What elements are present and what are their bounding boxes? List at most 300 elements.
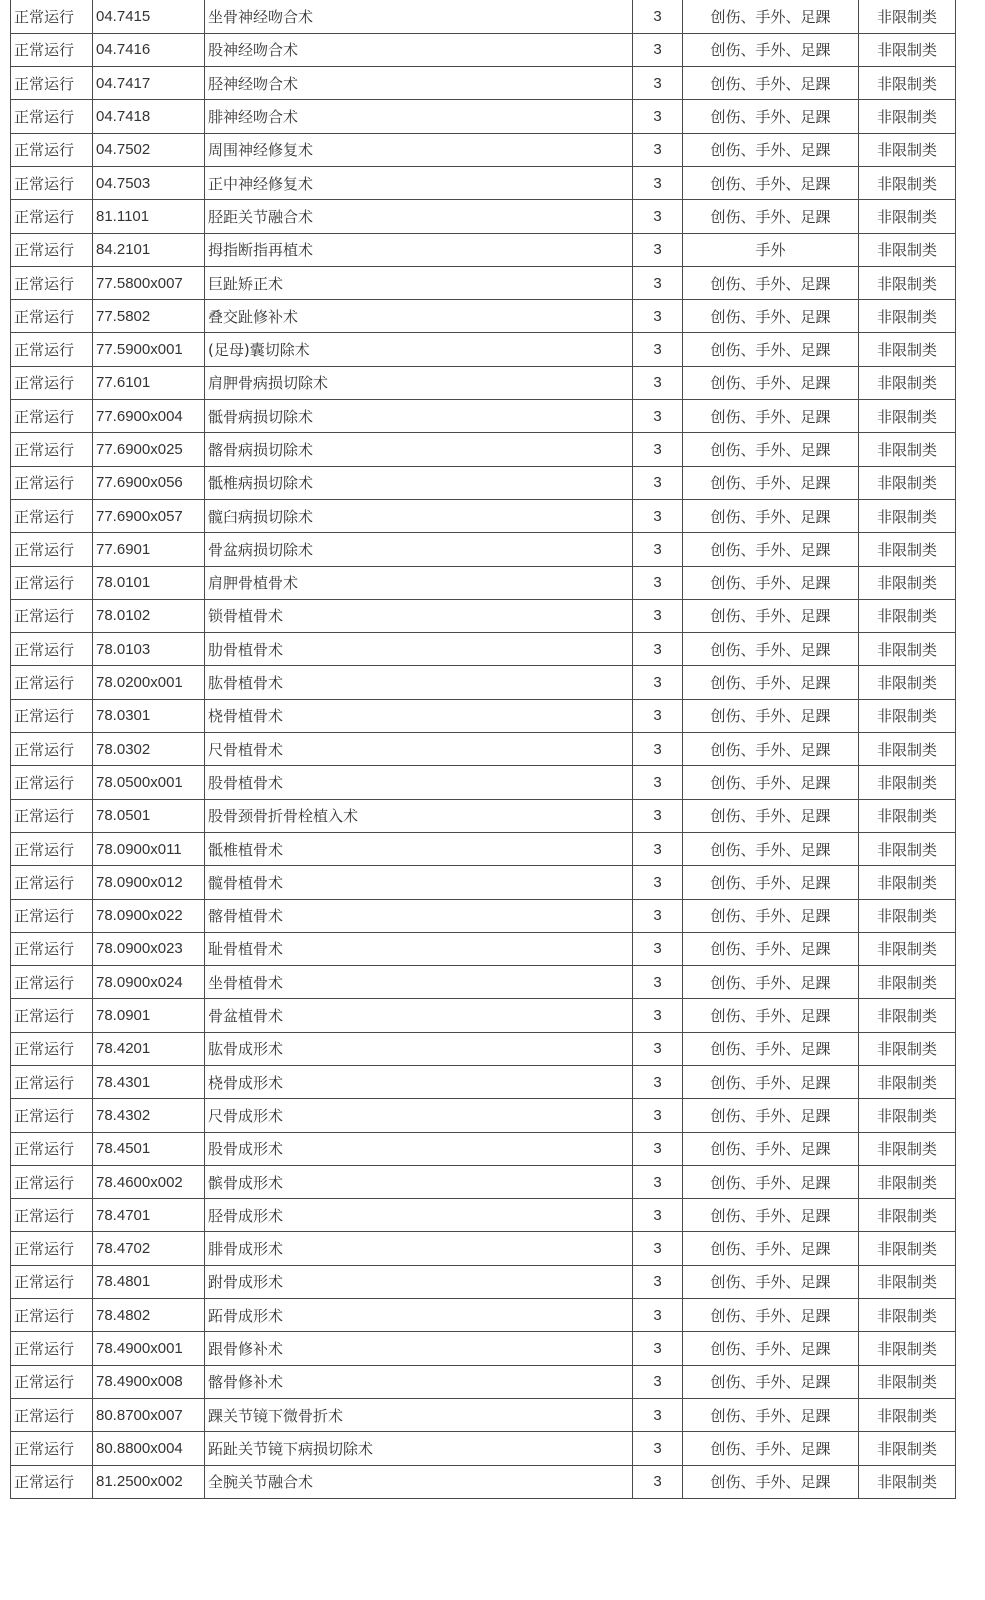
table-row bbox=[11, 666, 956, 699]
procedure-name-cell: 骨盆植骨术 bbox=[205, 999, 633, 1032]
table-row bbox=[11, 633, 956, 666]
category-cell: 非限制类 bbox=[859, 1465, 956, 1498]
specialty-cell: 创伤、手外、足踝 bbox=[683, 433, 859, 466]
table-row bbox=[11, 200, 956, 233]
grade-cell: 3 bbox=[633, 533, 683, 566]
specialty-cell: 创伤、手外、足踝 bbox=[683, 366, 859, 399]
grade-cell: 3 bbox=[633, 366, 683, 399]
specialty-cell: 创伤、手外、足踝 bbox=[683, 266, 859, 299]
category-cell: 非限制类 bbox=[859, 67, 956, 100]
table-row bbox=[11, 300, 956, 333]
grade-cell: 3 bbox=[633, 999, 683, 1032]
table-row bbox=[11, 1132, 956, 1165]
table-row bbox=[11, 67, 956, 100]
status-cell: 正常运行 bbox=[11, 966, 93, 999]
code-cell: 78.4701 bbox=[93, 1199, 205, 1232]
grade-cell: 3 bbox=[633, 466, 683, 499]
status-cell: 正常运行 bbox=[11, 1265, 93, 1298]
category-cell: 非限制类 bbox=[859, 1132, 956, 1165]
specialty-cell: 创伤、手外、足踝 bbox=[683, 1432, 859, 1465]
table-row bbox=[11, 433, 956, 466]
category-cell: 非限制类 bbox=[859, 166, 956, 199]
status-cell: 正常运行 bbox=[11, 866, 93, 899]
table-row bbox=[11, 599, 956, 632]
specialty-cell: 创伤、手外、足踝 bbox=[683, 1032, 859, 1065]
specialty-cell: 手外 bbox=[683, 233, 859, 266]
status-cell: 正常运行 bbox=[11, 1199, 93, 1232]
category-cell: 非限制类 bbox=[859, 433, 956, 466]
status-cell: 正常运行 bbox=[11, 999, 93, 1032]
code-cell: 77.5800x007 bbox=[93, 266, 205, 299]
grade-cell: 3 bbox=[633, 566, 683, 599]
category-cell: 非限制类 bbox=[859, 1099, 956, 1132]
procedure-name-cell: 巨趾矫正术 bbox=[205, 266, 633, 299]
table-row bbox=[11, 100, 956, 133]
procedure-name-cell: 髂骨修补术 bbox=[205, 1365, 633, 1398]
code-cell: 78.4301 bbox=[93, 1066, 205, 1099]
grade-cell: 3 bbox=[633, 33, 683, 66]
procedure-name-cell: 桡骨植骨术 bbox=[205, 699, 633, 732]
procedure-name-cell: 肩胛骨植骨术 bbox=[205, 566, 633, 599]
procedure-name-cell: 坐骨植骨术 bbox=[205, 966, 633, 999]
status-cell: 正常运行 bbox=[11, 1365, 93, 1398]
table-row bbox=[11, 233, 956, 266]
status-cell: 正常运行 bbox=[11, 400, 93, 433]
table-row bbox=[11, 1165, 956, 1198]
category-cell: 非限制类 bbox=[859, 1066, 956, 1099]
table-row bbox=[11, 333, 956, 366]
procedure-name-cell: 股骨颈骨折骨栓植入术 bbox=[205, 799, 633, 832]
table-row bbox=[11, 266, 956, 299]
specialty-cell: 创伤、手外、足踝 bbox=[683, 899, 859, 932]
category-cell: 非限制类 bbox=[859, 300, 956, 333]
category-cell: 非限制类 bbox=[859, 999, 956, 1032]
status-cell: 正常运行 bbox=[11, 1299, 93, 1332]
specialty-cell: 创伤、手外、足踝 bbox=[683, 999, 859, 1032]
procedure-name-cell: 肩胛骨病损切除术 bbox=[205, 366, 633, 399]
specialty-cell: 创伤、手外、足踝 bbox=[683, 1465, 859, 1498]
status-cell: 正常运行 bbox=[11, 67, 93, 100]
status-cell: 正常运行 bbox=[11, 1465, 93, 1498]
code-cell: 77.6901 bbox=[93, 533, 205, 566]
procedure-name-cell: 髂骨病损切除术 bbox=[205, 433, 633, 466]
code-cell: 78.0901 bbox=[93, 999, 205, 1032]
category-cell: 非限制类 bbox=[859, 866, 956, 899]
procedure-name-cell: 髋骨植骨术 bbox=[205, 866, 633, 899]
table-row bbox=[11, 1299, 956, 1332]
specialty-cell: 创伤、手外、足踝 bbox=[683, 633, 859, 666]
grade-cell: 3 bbox=[633, 866, 683, 899]
specialty-cell: 创伤、手外、足踝 bbox=[683, 1132, 859, 1165]
grade-cell: 3 bbox=[633, 1099, 683, 1132]
specialty-cell: 创伤、手外、足踝 bbox=[683, 133, 859, 166]
code-cell: 78.0900x022 bbox=[93, 899, 205, 932]
procedure-name-cell: 股骨植骨术 bbox=[205, 766, 633, 799]
code-cell: 78.4501 bbox=[93, 1132, 205, 1165]
procedure-table bbox=[10, 0, 956, 1499]
status-cell: 正常运行 bbox=[11, 333, 93, 366]
table-row bbox=[11, 966, 956, 999]
specialty-cell: 创伤、手外、足踝 bbox=[683, 333, 859, 366]
grade-cell: 3 bbox=[633, 599, 683, 632]
table-row bbox=[11, 466, 956, 499]
grade-cell: 3 bbox=[633, 899, 683, 932]
category-cell: 非限制类 bbox=[859, 566, 956, 599]
code-cell: 04.7503 bbox=[93, 166, 205, 199]
specialty-cell: 创伤、手外、足踝 bbox=[683, 832, 859, 865]
category-cell: 非限制类 bbox=[859, 766, 956, 799]
table-row bbox=[11, 733, 956, 766]
code-cell: 78.4600x002 bbox=[93, 1165, 205, 1198]
category-cell: 非限制类 bbox=[859, 733, 956, 766]
grade-cell: 3 bbox=[633, 133, 683, 166]
table-row bbox=[11, 33, 956, 66]
code-cell: 78.4801 bbox=[93, 1265, 205, 1298]
code-cell: 04.7418 bbox=[93, 100, 205, 133]
procedure-name-cell: 坐骨神经吻合术 bbox=[205, 0, 633, 33]
table-row bbox=[11, 1099, 956, 1132]
grade-cell: 3 bbox=[633, 1132, 683, 1165]
procedure-name-cell: 尺骨成形术 bbox=[205, 1099, 633, 1132]
specialty-cell: 创伤、手外、足踝 bbox=[683, 666, 859, 699]
procedure-name-cell: 踝关节镜下微骨折术 bbox=[205, 1398, 633, 1431]
code-cell: 78.0301 bbox=[93, 699, 205, 732]
status-cell: 正常运行 bbox=[11, 533, 93, 566]
grade-cell: 3 bbox=[633, 433, 683, 466]
status-cell: 正常运行 bbox=[11, 466, 93, 499]
category-cell: 非限制类 bbox=[859, 666, 956, 699]
category-cell: 非限制类 bbox=[859, 400, 956, 433]
specialty-cell: 创伤、手外、足踝 bbox=[683, 599, 859, 632]
specialty-cell: 创伤、手外、足踝 bbox=[683, 932, 859, 965]
procedure-name-cell: 髂骨植骨术 bbox=[205, 899, 633, 932]
code-cell: 81.1101 bbox=[93, 200, 205, 233]
specialty-cell: 创伤、手外、足踝 bbox=[683, 966, 859, 999]
category-cell: 非限制类 bbox=[859, 533, 956, 566]
grade-cell: 3 bbox=[633, 1299, 683, 1332]
specialty-cell: 创伤、手外、足踝 bbox=[683, 1199, 859, 1232]
specialty-cell: 创伤、手外、足踝 bbox=[683, 166, 859, 199]
status-cell: 正常运行 bbox=[11, 666, 93, 699]
status-cell: 正常运行 bbox=[11, 766, 93, 799]
specialty-cell: 创伤、手外、足踝 bbox=[683, 1099, 859, 1132]
status-cell: 正常运行 bbox=[11, 599, 93, 632]
procedure-name-cell: 跖趾关节镜下病损切除术 bbox=[205, 1432, 633, 1465]
status-cell: 正常运行 bbox=[11, 300, 93, 333]
grade-cell: 3 bbox=[633, 766, 683, 799]
specialty-cell: 创伤、手外、足踝 bbox=[683, 1165, 859, 1198]
status-cell: 正常运行 bbox=[11, 499, 93, 532]
category-cell: 非限制类 bbox=[859, 1299, 956, 1332]
table-row bbox=[11, 533, 956, 566]
table-row bbox=[11, 133, 956, 166]
specialty-cell: 创伤、手外、足踝 bbox=[683, 699, 859, 732]
grade-cell: 3 bbox=[633, 1332, 683, 1365]
status-cell: 正常运行 bbox=[11, 799, 93, 832]
code-cell: 77.6101 bbox=[93, 366, 205, 399]
category-cell: 非限制类 bbox=[859, 1365, 956, 1398]
status-cell: 正常运行 bbox=[11, 1132, 93, 1165]
code-cell: 04.7417 bbox=[93, 67, 205, 100]
category-cell: 非限制类 bbox=[859, 599, 956, 632]
specialty-cell: 创伤、手外、足踝 bbox=[683, 866, 859, 899]
specialty-cell: 创伤、手外、足踝 bbox=[683, 200, 859, 233]
category-cell: 非限制类 bbox=[859, 233, 956, 266]
category-cell: 非限制类 bbox=[859, 966, 956, 999]
status-cell: 正常运行 bbox=[11, 899, 93, 932]
specialty-cell: 创伤、手外、足踝 bbox=[683, 566, 859, 599]
specialty-cell: 创伤、手外、足踝 bbox=[683, 100, 859, 133]
category-cell: 非限制类 bbox=[859, 100, 956, 133]
code-cell: 04.7415 bbox=[93, 0, 205, 33]
table-row bbox=[11, 1265, 956, 1298]
category-cell: 非限制类 bbox=[859, 1232, 956, 1265]
procedure-name-cell: 髌骨成形术 bbox=[205, 1165, 633, 1198]
category-cell: 非限制类 bbox=[859, 699, 956, 732]
table-row bbox=[11, 766, 956, 799]
category-cell: 非限制类 bbox=[859, 1398, 956, 1431]
grade-cell: 3 bbox=[633, 1465, 683, 1498]
specialty-cell: 创伤、手外、足踝 bbox=[683, 1299, 859, 1332]
grade-cell: 3 bbox=[633, 633, 683, 666]
grade-cell: 3 bbox=[633, 1232, 683, 1265]
code-cell: 77.6900x004 bbox=[93, 400, 205, 433]
procedure-name-cell: 全腕关节融合术 bbox=[205, 1465, 633, 1498]
grade-cell: 3 bbox=[633, 166, 683, 199]
code-cell: 04.7416 bbox=[93, 33, 205, 66]
table-row bbox=[11, 1199, 956, 1232]
table-row bbox=[11, 999, 956, 1032]
grade-cell: 3 bbox=[633, 1199, 683, 1232]
table-row bbox=[11, 866, 956, 899]
code-cell: 78.4302 bbox=[93, 1099, 205, 1132]
status-cell: 正常运行 bbox=[11, 1398, 93, 1431]
category-cell: 非限制类 bbox=[859, 366, 956, 399]
grade-cell: 3 bbox=[633, 333, 683, 366]
category-cell: 非限制类 bbox=[859, 33, 956, 66]
code-cell: 78.0102 bbox=[93, 599, 205, 632]
procedure-name-cell: 腓神经吻合术 bbox=[205, 100, 633, 133]
procedure-table-body bbox=[11, 0, 956, 1498]
procedure-name-cell: 腓骨成形术 bbox=[205, 1232, 633, 1265]
code-cell: 80.8800x004 bbox=[93, 1432, 205, 1465]
procedure-name-cell: 胫距关节融合术 bbox=[205, 200, 633, 233]
specialty-cell: 创伤、手外、足踝 bbox=[683, 1265, 859, 1298]
grade-cell: 3 bbox=[633, 0, 683, 33]
grade-cell: 3 bbox=[633, 266, 683, 299]
procedure-name-cell: 周围神经修复术 bbox=[205, 133, 633, 166]
code-cell: 80.8700x007 bbox=[93, 1398, 205, 1431]
code-cell: 04.7502 bbox=[93, 133, 205, 166]
table-row bbox=[11, 1032, 956, 1065]
specialty-cell: 创伤、手外、足踝 bbox=[683, 0, 859, 33]
table-row bbox=[11, 1365, 956, 1398]
specialty-cell: 创伤、手外、足踝 bbox=[683, 400, 859, 433]
category-cell: 非限制类 bbox=[859, 333, 956, 366]
code-cell: 78.0900x023 bbox=[93, 932, 205, 965]
code-cell: 77.5900x001 bbox=[93, 333, 205, 366]
status-cell: 正常运行 bbox=[11, 1432, 93, 1465]
table-row bbox=[11, 1232, 956, 1265]
status-cell: 正常运行 bbox=[11, 633, 93, 666]
category-cell: 非限制类 bbox=[859, 1265, 956, 1298]
table-row bbox=[11, 366, 956, 399]
table-row bbox=[11, 832, 956, 865]
specialty-cell: 创伤、手外、足踝 bbox=[683, 1398, 859, 1431]
grade-cell: 3 bbox=[633, 1432, 683, 1465]
procedure-name-cell: 拇指断指再植术 bbox=[205, 233, 633, 266]
status-cell: 正常运行 bbox=[11, 100, 93, 133]
status-cell: 正常运行 bbox=[11, 832, 93, 865]
status-cell: 正常运行 bbox=[11, 566, 93, 599]
procedure-name-cell: 股骨成形术 bbox=[205, 1132, 633, 1165]
procedure-name-cell: 胫骨成形术 bbox=[205, 1199, 633, 1232]
procedure-name-cell: 髋臼病损切除术 bbox=[205, 499, 633, 532]
category-cell: 非限制类 bbox=[859, 200, 956, 233]
code-cell: 78.0200x001 bbox=[93, 666, 205, 699]
grade-cell: 3 bbox=[633, 67, 683, 100]
grade-cell: 3 bbox=[633, 1398, 683, 1431]
table-row bbox=[11, 1332, 956, 1365]
procedure-name-cell: 正中神经修复术 bbox=[205, 166, 633, 199]
category-cell: 非限制类 bbox=[859, 799, 956, 832]
status-cell: 正常运行 bbox=[11, 200, 93, 233]
grade-cell: 3 bbox=[633, 200, 683, 233]
procedure-name-cell: (足母)囊切除术 bbox=[205, 333, 633, 366]
status-cell: 正常运行 bbox=[11, 1032, 93, 1065]
grade-cell: 3 bbox=[633, 966, 683, 999]
code-cell: 78.0900x011 bbox=[93, 832, 205, 865]
status-cell: 正常运行 bbox=[11, 0, 93, 33]
status-cell: 正常运行 bbox=[11, 33, 93, 66]
specialty-cell: 创伤、手外、足踝 bbox=[683, 67, 859, 100]
code-cell: 81.2500x002 bbox=[93, 1465, 205, 1498]
table-row bbox=[11, 0, 956, 33]
status-cell: 正常运行 bbox=[11, 699, 93, 732]
code-cell: 78.0101 bbox=[93, 566, 205, 599]
procedure-name-cell: 桡骨成形术 bbox=[205, 1066, 633, 1099]
category-cell: 非限制类 bbox=[859, 1032, 956, 1065]
status-cell: 正常运行 bbox=[11, 1332, 93, 1365]
status-cell: 正常运行 bbox=[11, 733, 93, 766]
category-cell: 非限制类 bbox=[859, 466, 956, 499]
status-cell: 正常运行 bbox=[11, 1232, 93, 1265]
category-cell: 非限制类 bbox=[859, 133, 956, 166]
table-row bbox=[11, 899, 956, 932]
procedure-name-cell: 锁骨植骨术 bbox=[205, 599, 633, 632]
code-cell: 78.0900x012 bbox=[93, 866, 205, 899]
table-row bbox=[11, 932, 956, 965]
grade-cell: 3 bbox=[633, 1165, 683, 1198]
table-row bbox=[11, 1066, 956, 1099]
grade-cell: 3 bbox=[633, 666, 683, 699]
grade-cell: 3 bbox=[633, 832, 683, 865]
status-cell: 正常运行 bbox=[11, 133, 93, 166]
code-cell: 77.6900x056 bbox=[93, 466, 205, 499]
procedure-name-cell: 骶骨病损切除术 bbox=[205, 400, 633, 433]
category-cell: 非限制类 bbox=[859, 899, 956, 932]
grade-cell: 3 bbox=[633, 1265, 683, 1298]
table-row bbox=[11, 400, 956, 433]
category-cell: 非限制类 bbox=[859, 266, 956, 299]
procedure-name-cell: 骨盆病损切除术 bbox=[205, 533, 633, 566]
code-cell: 78.0302 bbox=[93, 733, 205, 766]
specialty-cell: 创伤、手外、足踝 bbox=[683, 1066, 859, 1099]
category-cell: 非限制类 bbox=[859, 832, 956, 865]
category-cell: 非限制类 bbox=[859, 932, 956, 965]
grade-cell: 3 bbox=[633, 799, 683, 832]
category-cell: 非限制类 bbox=[859, 1165, 956, 1198]
procedure-name-cell: 尺骨植骨术 bbox=[205, 733, 633, 766]
code-cell: 77.6900x025 bbox=[93, 433, 205, 466]
specialty-cell: 创伤、手外、足踝 bbox=[683, 1365, 859, 1398]
procedure-name-cell: 跟骨修补术 bbox=[205, 1332, 633, 1365]
code-cell: 78.4900x001 bbox=[93, 1332, 205, 1365]
status-cell: 正常运行 bbox=[11, 932, 93, 965]
procedure-name-cell: 股神经吻合术 bbox=[205, 33, 633, 66]
grade-cell: 3 bbox=[633, 1365, 683, 1398]
grade-cell: 3 bbox=[633, 733, 683, 766]
status-cell: 正常运行 bbox=[11, 266, 93, 299]
procedure-name-cell: 肱骨成形术 bbox=[205, 1032, 633, 1065]
specialty-cell: 创伤、手外、足踝 bbox=[683, 499, 859, 532]
procedure-name-cell: 骶椎植骨术 bbox=[205, 832, 633, 865]
specialty-cell: 创伤、手外、足踝 bbox=[683, 1332, 859, 1365]
status-cell: 正常运行 bbox=[11, 1066, 93, 1099]
procedure-name-cell: 耻骨植骨术 bbox=[205, 932, 633, 965]
table-row bbox=[11, 699, 956, 732]
code-cell: 78.4802 bbox=[93, 1299, 205, 1332]
table-row bbox=[11, 799, 956, 832]
grade-cell: 3 bbox=[633, 300, 683, 333]
status-cell: 正常运行 bbox=[11, 1165, 93, 1198]
code-cell: 78.0103 bbox=[93, 633, 205, 666]
category-cell: 非限制类 bbox=[859, 633, 956, 666]
grade-cell: 3 bbox=[633, 699, 683, 732]
status-cell: 正常运行 bbox=[11, 366, 93, 399]
procedure-name-cell: 叠交趾修补术 bbox=[205, 300, 633, 333]
specialty-cell: 创伤、手外、足踝 bbox=[683, 533, 859, 566]
specialty-cell: 创伤、手外、足踝 bbox=[683, 733, 859, 766]
specialty-cell: 创伤、手外、足踝 bbox=[683, 300, 859, 333]
procedure-name-cell: 跖骨成形术 bbox=[205, 1299, 633, 1332]
code-cell: 77.5802 bbox=[93, 300, 205, 333]
grade-cell: 3 bbox=[633, 932, 683, 965]
grade-cell: 3 bbox=[633, 1032, 683, 1065]
code-cell: 84.2101 bbox=[93, 233, 205, 266]
table-row bbox=[11, 566, 956, 599]
specialty-cell: 创伤、手外、足踝 bbox=[683, 466, 859, 499]
table-row bbox=[11, 1398, 956, 1431]
specialty-cell: 创伤、手外、足踝 bbox=[683, 33, 859, 66]
table-row bbox=[11, 1465, 956, 1498]
code-cell: 78.0900x024 bbox=[93, 966, 205, 999]
procedure-name-cell: 跗骨成形术 bbox=[205, 1265, 633, 1298]
category-cell: 非限制类 bbox=[859, 0, 956, 33]
status-cell: 正常运行 bbox=[11, 166, 93, 199]
status-cell: 正常运行 bbox=[11, 1099, 93, 1132]
category-cell: 非限制类 bbox=[859, 1332, 956, 1365]
code-cell: 77.6900x057 bbox=[93, 499, 205, 532]
table-row bbox=[11, 166, 956, 199]
specialty-cell: 创伤、手外、足踝 bbox=[683, 766, 859, 799]
category-cell: 非限制类 bbox=[859, 1432, 956, 1465]
specialty-cell: 创伤、手外、足踝 bbox=[683, 799, 859, 832]
table-row bbox=[11, 1432, 956, 1465]
procedure-name-cell: 骶椎病损切除术 bbox=[205, 466, 633, 499]
status-cell: 正常运行 bbox=[11, 433, 93, 466]
table-row bbox=[11, 499, 956, 532]
